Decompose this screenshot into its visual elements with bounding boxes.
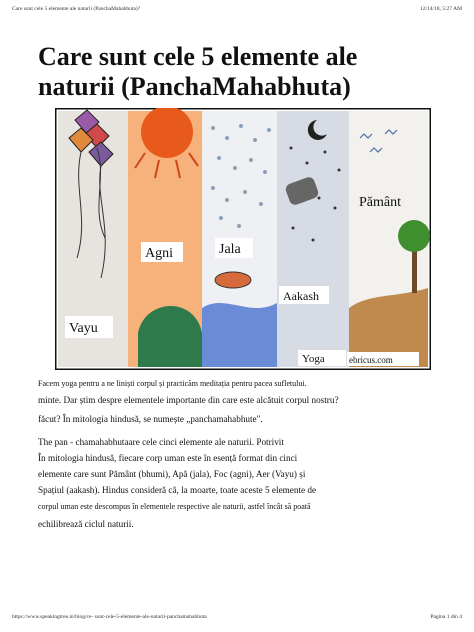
label-pamant: Pământ	[359, 195, 401, 210]
pamant-panel	[349, 111, 430, 367]
aakash-panel	[277, 111, 349, 367]
label-yoga: Yoga	[302, 353, 325, 365]
body-line: Facem yoga pentru a ne liniști corpul și practicăm meditația pentru pacea sufletului.	[38, 379, 307, 388]
footer-url: https://www.speakingtree.in/blog/ce- sunt-cele-5-elemente-ale-naturii-panchamahabhuta	[12, 614, 207, 620]
body-line: echilibrează ciclul naturii.	[38, 519, 134, 529]
body-line: făcut? În mitologia hindusă, se numește „panchamahabhute".	[38, 414, 263, 424]
body-line: The pan - chamahabhutaare cele cinci elemente ale naturii. Potrivit	[38, 437, 284, 447]
body-line: Spațiul (aakash). Hindus consideră că, la moarte, toate aceste 5 elemente de	[38, 485, 317, 495]
label-aakash: Aakash	[283, 289, 319, 303]
label-agni: Agni	[145, 246, 173, 261]
article-title: Care sunt cele 5 elemente ale naturii (PanchaMahabhuta)	[38, 42, 358, 101]
agni-panel	[128, 108, 202, 367]
footer-page-number: Pagina 1 din 4	[430, 614, 462, 620]
label-site: ebricus.com	[349, 355, 393, 365]
body-line: elemente care sunt Pământ (bhumi), Apă (jala), Foc (agni), Aer (Vayu) și	[38, 469, 306, 479]
header-page-title: Care sunt cele 5 elemente ale naturii (PanchaMahabhuta)?	[12, 6, 141, 12]
label-vayu: Vayu	[69, 321, 98, 336]
body-line: minte. Dar știm despre elementele importante din care este alcătuit corpul nostru?	[38, 395, 339, 405]
print-header	[12, 6, 462, 16]
article-body	[38, 378, 433, 530]
body-line: În mitologia hindusă, fiecare corp uman este în esență format din cinci	[38, 453, 298, 463]
body-line: corpul uman este descompus în elementele respective ale naturii, astfel încât să poată	[38, 502, 311, 511]
label-jala: Jala	[219, 242, 241, 257]
five-elements-artwork	[55, 108, 431, 370]
header-timestamp: 12/14/18, 5:27 AM	[419, 6, 462, 12]
